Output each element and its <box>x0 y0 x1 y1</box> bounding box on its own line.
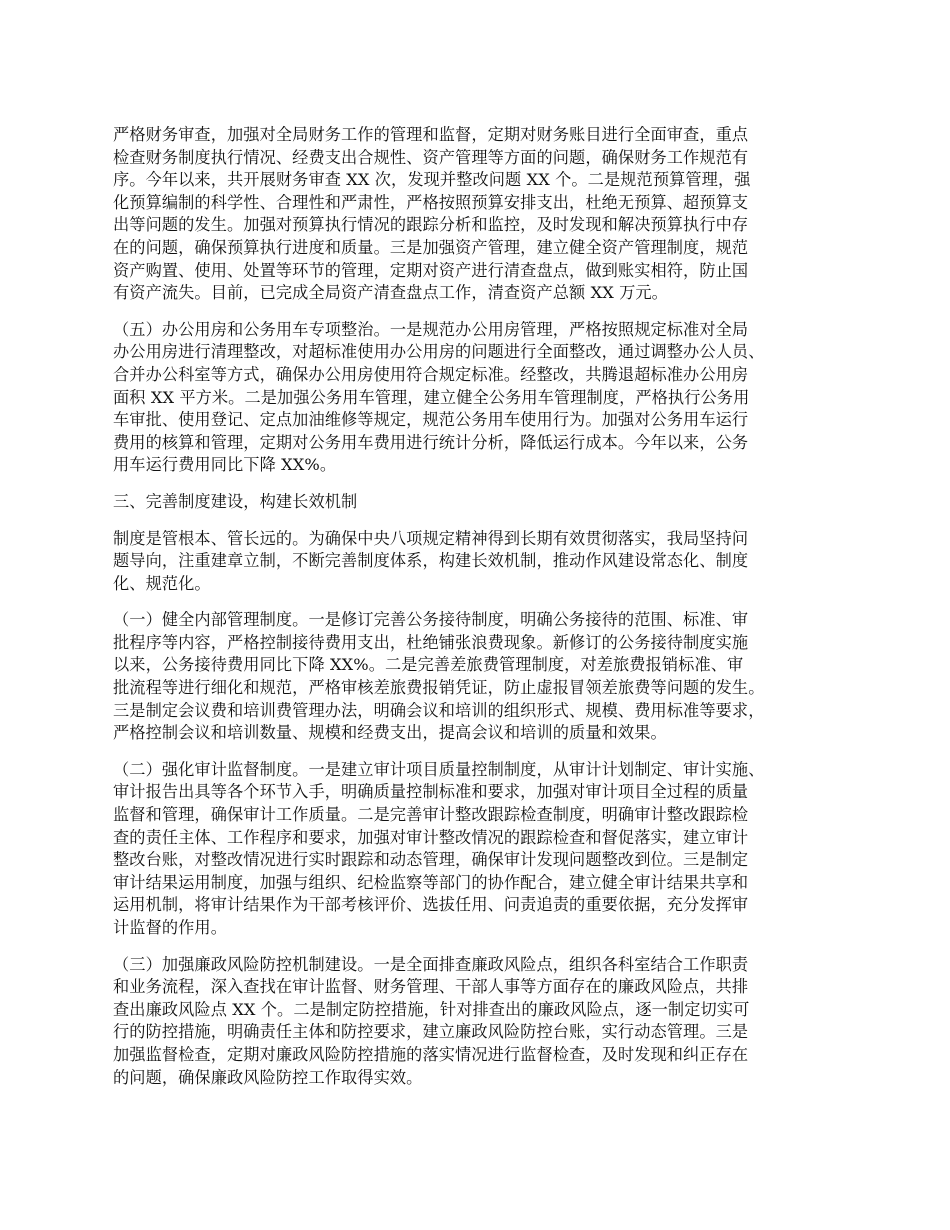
paragraph <box>113 124 853 305</box>
text-line: （三）加强廉政风险防控机制建设。一是全面排查廉政风险点，组织各科室结合工作职责 <box>113 954 749 974</box>
text-line: 行的防控措施，明确责任主体和防控要求，建立廉政风险防控台账，实行动态管理。三是 <box>113 1022 749 1042</box>
paragraph <box>113 759 853 940</box>
paragraph <box>113 954 853 1090</box>
text-line: 制度是管根本、管长远的。为确保中央八项规定精神得到长期有效贯彻落实，我局坚持问 <box>113 528 749 548</box>
text-line: 监督和管理，确保审计工作质量。二是完善审计整改跟踪检查制度，明确审计整改跟踪检 <box>113 805 749 825</box>
text-line: （一）健全内部管理制度。一是修订完善公务接待制度，明确公务接待的范围、标准、审 <box>113 610 749 630</box>
text-line: 资产购置、使用、处置等环节的管理，定期对资产进行清查盘点，做到账实相符，防止国 <box>113 260 749 280</box>
text-line: 化预算编制的科学性、合理性和严肃性，严格按照预算安排支出，杜绝无预算、超预算支 <box>113 192 749 212</box>
text-line: 批程序等内容，严格控制接待费用支出，杜绝铺张浪费现象。新修订的公务接待制度实施 <box>113 632 749 652</box>
text-line: （二）强化审计监督制度。一是建立审计项目质量控制制度，从审计计划制定、审计实施、 <box>113 759 765 779</box>
text-line: 在的问题，确保预算执行进度和质量。三是加强资产管理，建立健全资产管理制度，规范 <box>113 237 749 257</box>
paragraph <box>113 319 853 477</box>
text-line: 和业务流程，深入查找在审计监督、财务管理、干部人事等方面存在的廉政风险点，共排 <box>113 977 749 997</box>
text-line: 用车运行费用同比下降 XX%。 <box>113 455 337 475</box>
text-line: 面积 XX 平方米。二是加强公务用车管理，建立健全公务用车管理制度，严格执行公务用 <box>113 387 750 407</box>
text-line: 化、规范化。 <box>113 573 211 593</box>
text-line: 题导向，注重建章立制，不断完善制度体系，构建长效机制，推动作风建设常态化、制度 <box>113 551 749 571</box>
text-line: 计监督的作用。 <box>113 918 228 937</box>
text-line: 整改台账，对整改情况进行实时跟踪和动态管理，确保审计发现问题整改到位。三是制定 <box>113 850 749 870</box>
paragraph <box>113 609 853 745</box>
section-heading <box>113 491 853 514</box>
document-page <box>113 124 853 1103</box>
text-line: 查的责任主体、工作程序和要求，加强对审计整改情况的跟踪检查和督促落实，建立审计 <box>113 827 749 847</box>
paragraph <box>113 528 853 596</box>
text-line: 审计结果运用制度，加强与组织、纪检监察等部门的协作配合，建立健全审计结果共享和 <box>113 872 749 892</box>
text-line: 查出廉政风险点 XX 个。二是制定防控措施，针对排查出的廉政风险点，逐一制定切实可 <box>113 999 750 1019</box>
text-line: 批流程等进行细化和规范，严格审核差旅费报销凭证，防止虚报冒领差旅费等问题的发生。 <box>113 678 765 698</box>
text-line: 严格控制会议和培训数量、规模和经费支出，提高会议和培训的质量和效果。 <box>113 723 667 743</box>
text-line: 检查财务制度执行情况、经费支出合规性、资产管理等方面的问题，确保财务工作规范有 <box>113 147 749 167</box>
text-line: 三、完善制度建设，构建长效机制 <box>113 491 358 511</box>
text-line: 办公用房进行清理整改，对超标准使用办公用房的问题进行全面整改，通过调整办公人员、 <box>113 342 765 362</box>
text-line: （五）办公用房和公务用车专项整治。一是规范办公用房管理，严格按照规定标准对全局 <box>113 319 749 339</box>
text-line: 以来，公务接待费用同比下降 XX%。二是完善差旅费管理制度，对差旅费报销标准、审 <box>113 655 744 675</box>
text-line: 合并办公科室等方式，确保办公用房使用符合规定标准。经整改，共腾退超标准办公用房 <box>113 364 749 384</box>
text-line: 出等问题的发生。加强对预算执行情况的跟踪分析和监控，及时发现和解决预算执行中存 <box>113 215 749 235</box>
text-line: 审计报告出具等各个环节入手，明确质量控制标准和要求，加强对审计项目全过程的质量 <box>113 782 749 802</box>
text-line: 车审批、使用登记、定点加油维修等规定，规范公务用车使用行为。加强对公务用车运行 <box>113 410 749 430</box>
text-line: 有资产流失。目前，已完成全局资产清查盘点工作，清查资产总额 XX 万元。 <box>113 283 668 303</box>
text-line: 严格财务审查，加强对全局财务工作的管理和监督，定期对财务账目进行全面审查，重点 <box>113 125 749 144</box>
text-line: 的问题，确保廉政风险防控工作取得实效。 <box>113 1067 423 1087</box>
text-line: 序。今年以来，共开展财务审查 XX 次，发现并整改问题 XX 个。二是规范预算管理，强 <box>113 170 751 190</box>
text-line: 三是制定会议费和培训费管理办法，明确会议和培训的组织形式、规模、费用标准等要求， <box>113 700 765 720</box>
text-line: 费用的核算和管理，定期对公务用车费用进行统计分析，降低运行成本。今年以来，公务 <box>113 432 749 452</box>
text-line: 运用机制，将审计结果作为干部考核评价、选拔任用、问责追责的重要依据，充分发挥审 <box>113 895 749 915</box>
text-line: 加强监督检查，定期对廉政风险防控措施的落实情况进行监督检查，及时发现和纠正存在 <box>113 1044 749 1064</box>
